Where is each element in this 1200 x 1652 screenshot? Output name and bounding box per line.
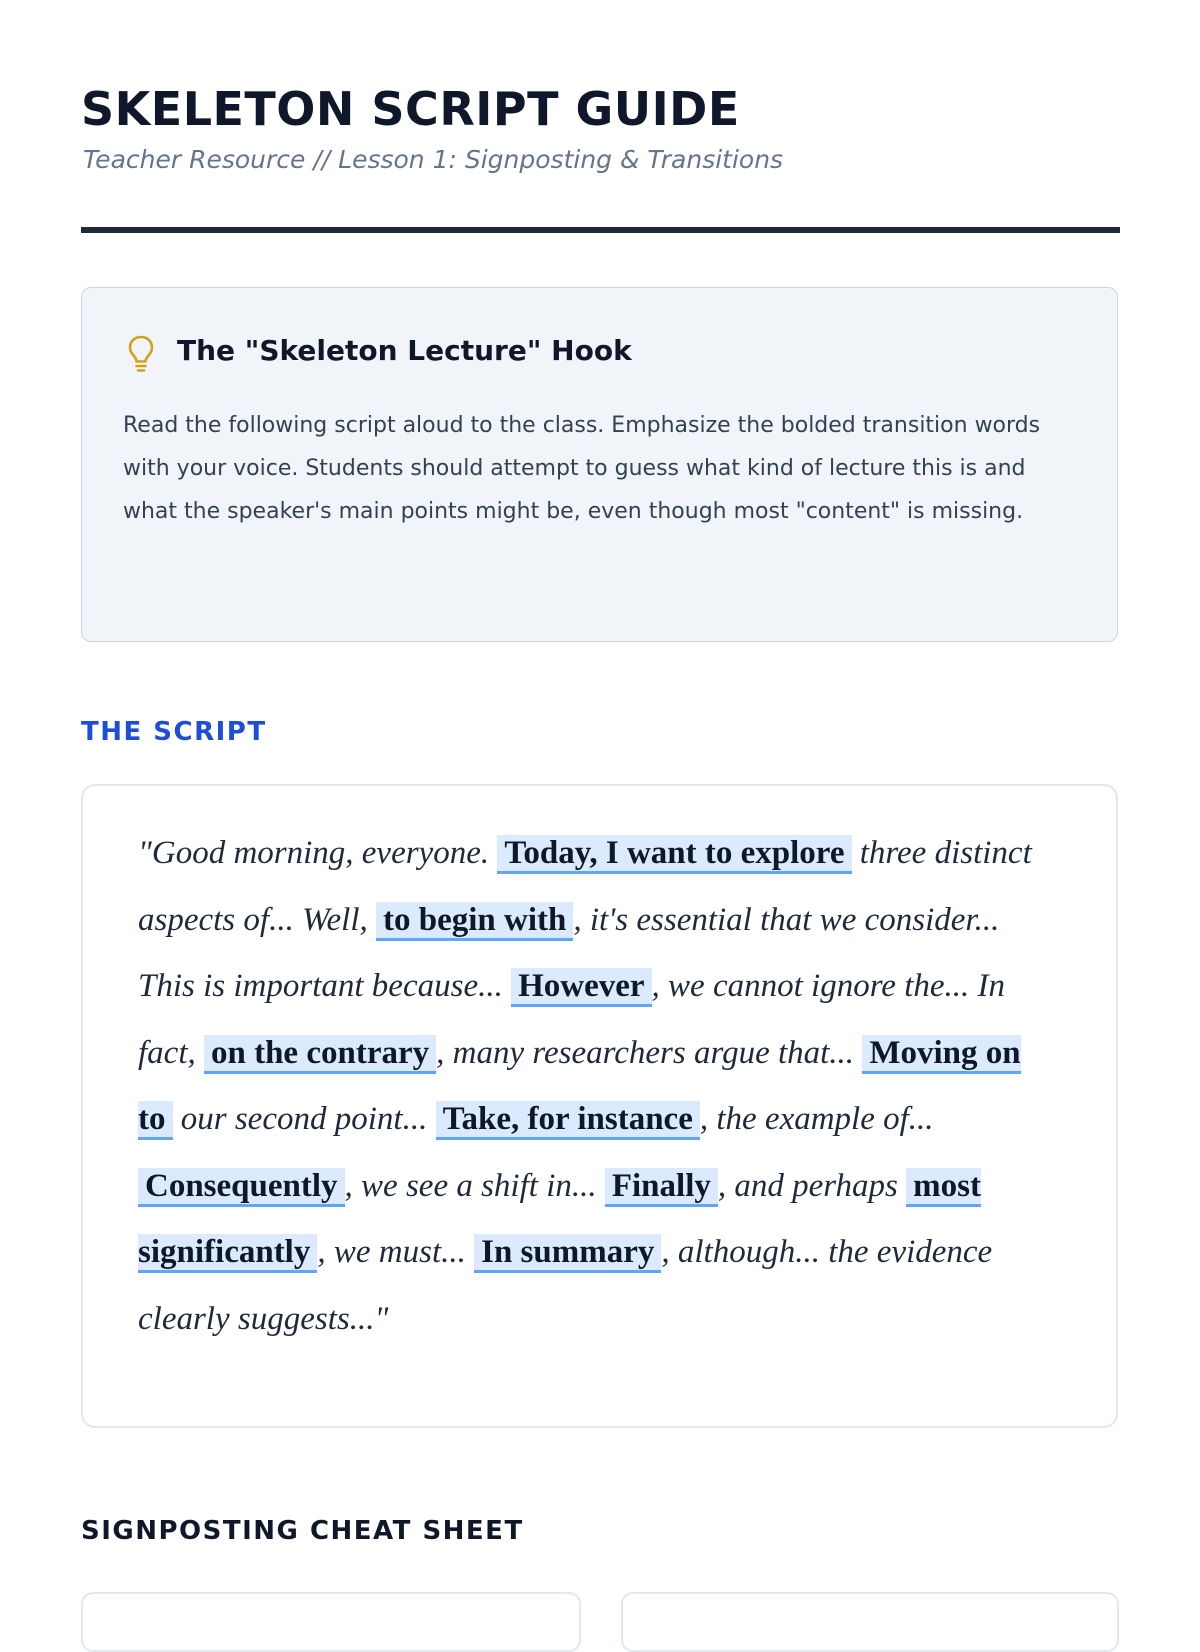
script-segment: , although... the evidence clearly suggests...": [138, 1234, 993, 1337]
transition-highlight: Moving on to: [138, 1035, 1021, 1141]
cheat-sheet-heading: SIGNPOSTING CHEAT SHEET: [81, 1516, 524, 1546]
script-segment: , it's essential that we consider... This is important because...: [138, 901, 1000, 1004]
hook-callout: [81, 287, 1118, 642]
script-segment: , and perhaps: [717, 1167, 907, 1204]
script-segment: , we must...: [317, 1234, 475, 1270]
transition-highlight: Finally: [605, 1168, 718, 1207]
transition-highlight: to begin with: [376, 902, 573, 941]
lightbulb-icon: [126, 334, 156, 374]
hook-title: The "Skeleton Lecture" Hook: [177, 334, 632, 367]
script-card: [81, 784, 1118, 1428]
script-segment: , we cannot ignore the... In fact,: [138, 968, 1006, 1071]
script-section-heading: THE SCRIPT: [81, 717, 267, 747]
script-segment: , many researchers argue that...: [436, 1034, 863, 1071]
transition-highlight: on the contrary: [204, 1035, 436, 1074]
cheat-sheet-card: [81, 1592, 581, 1652]
page-subtitle: Teacher Resource // Lesson 1: Signposting & Transitions: [83, 145, 784, 174]
script-text: [138, 820, 1053, 1352]
script-segment: , we see a shift in...: [344, 1167, 605, 1204]
script-segment: our second point...: [172, 1101, 436, 1137]
header-divider: [81, 227, 1120, 233]
script-segment: three distinct aspects of... Well,: [138, 835, 1032, 938]
cheat-sheet-card: [621, 1592, 1119, 1652]
script-segment: , the example of...: [699, 1101, 934, 1137]
page-title: SKELETON SCRIPT GUIDE: [81, 82, 740, 136]
transition-highlight: In summary: [474, 1234, 661, 1273]
transition-highlight: However: [511, 968, 651, 1007]
transition-highlight: Consequently: [138, 1168, 345, 1207]
transition-highlight: Today, I want to explore: [497, 835, 851, 874]
transition-highlight: most significantly: [138, 1168, 981, 1274]
transition-highlight: Take, for instance: [436, 1101, 700, 1140]
hook-instructions: Read the following script aloud to the class. Emphasize the bolded transition words with your voice. Students should attempt to guess what kind of lecture this is and what the speaker's main points might be, even though most "content" is missing.: [123, 413, 1041, 524]
script-segment: "Good morning, everyone.: [138, 835, 498, 871]
